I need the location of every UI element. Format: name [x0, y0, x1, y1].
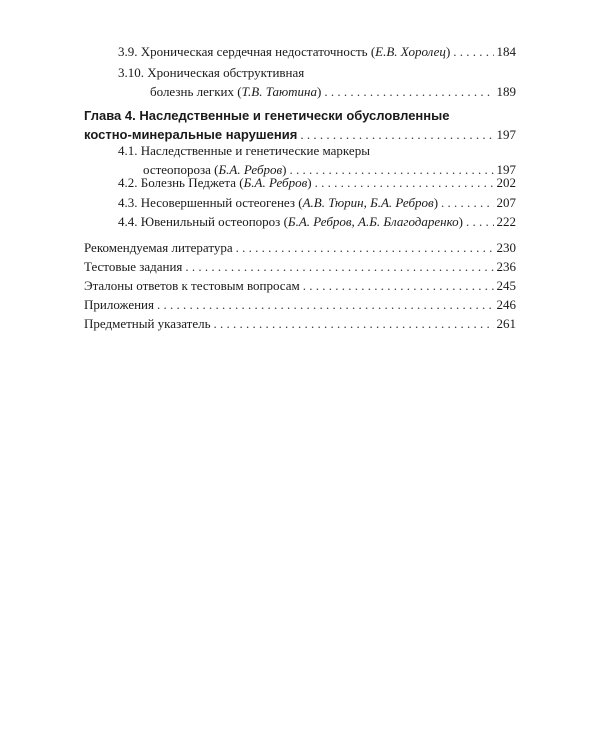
page-number: 207 [496, 195, 516, 210]
section-number: 4.2. [118, 175, 138, 190]
section-title-line1: Хроническая обструктивная [147, 65, 305, 80]
section-author: Е.В. Хоролец [375, 44, 446, 59]
page-number: 261 [496, 316, 516, 331]
chapter-title-line2: костно-минеральные нарушения [84, 127, 298, 142]
toc-entry-text-line2: болезнь легких (Т.В. Таютина) [150, 84, 322, 99]
page-number: 222 [496, 214, 516, 229]
toc-entry-4-1 [118, 142, 516, 178]
section-number: 4.3. [118, 195, 138, 210]
toc-entry-title: Эталоны ответов к тестовым вопросам [84, 278, 300, 293]
dot-leader [300, 126, 493, 143]
section-number: 4.4. [118, 214, 138, 229]
dot-leader [466, 213, 494, 230]
section-title: Болезнь Педжета [140, 175, 237, 190]
toc-entry-text: 4.4. Ювенильный остеопороз (Б.А. Ребров, А.Б. Благодаренко) [118, 214, 463, 229]
section-number: 4.1. [118, 143, 138, 158]
dot-leader [236, 239, 494, 256]
page-number: 245 [496, 278, 516, 293]
dot-leader [185, 258, 493, 275]
toc-entry-text: 4.2. Болезнь Педжета (Б.А. Ребров) [118, 175, 312, 190]
section-title-line2: остеопороза [143, 162, 211, 177]
toc-entry-4-4 [118, 213, 516, 230]
toc-entry-appendices [84, 296, 516, 313]
section-author: Б.А. Ребров [243, 175, 308, 190]
toc-chapter-4 [84, 107, 516, 143]
dot-leader [441, 194, 493, 211]
toc-entry-title: Предметный указатель [84, 316, 211, 331]
page-number: 189 [496, 84, 516, 99]
section-author: А.В. Тюрин, Б.А. Ребров [302, 195, 434, 210]
page-number: 197 [496, 127, 516, 142]
toc-entry-subject-index [84, 315, 516, 332]
page-number: 202 [496, 175, 516, 190]
section-title: Несовершенный остеогенез [140, 195, 295, 210]
toc-entry-text: 3.9. Хроническая сердечная недостаточность (Е.В. Хоролец) [118, 44, 451, 59]
toc-entry-title: Тестовые задания [84, 259, 183, 274]
section-author: Т.В. Таютина [241, 84, 317, 99]
toc-entry-text-line1 [118, 64, 516, 81]
page-number: 184 [496, 44, 516, 59]
section-title: Ювенильный остеопороз [140, 214, 281, 229]
section-title-line2: болезнь легких [150, 84, 234, 99]
dot-leader [214, 315, 494, 332]
section-number: 3.10. [118, 65, 144, 80]
section-title: Хроническая сердечная недостаточность [140, 44, 368, 59]
toc-entry-references [84, 239, 516, 256]
toc-entry-3-9 [118, 43, 516, 60]
toc-entry-3-10 [118, 64, 516, 100]
page-number: 197 [496, 162, 516, 177]
toc-entry-text: 4.3. Несовершенный остеогенез (А.В. Тюрин, Б.А. Ребров) [118, 195, 439, 210]
toc-entry-text-line1 [118, 142, 516, 159]
toc-entry-tests [84, 258, 516, 275]
toc-entry-4-2 [118, 174, 516, 191]
toc-entry-title: Рекомендуемая литература [84, 240, 233, 255]
section-number: 3.9. [118, 44, 138, 59]
dot-leader [303, 277, 494, 294]
chapter-title-line1: Глава 4. Наследственные и генетически обусловленные [84, 108, 450, 123]
section-author: Б.А. Ребров [218, 162, 283, 177]
dot-leader [157, 296, 494, 313]
toc-entry-answer-key [84, 277, 516, 294]
dot-leader [324, 83, 493, 100]
dot-leader [453, 43, 493, 60]
section-title-line1: Наследственные и генетические маркеры [140, 143, 370, 158]
toc-entry-text-line2: остеопороза (Б.А. Ребров) [143, 162, 287, 177]
toc-entry-4-3 [118, 194, 516, 211]
page-number: 236 [496, 259, 516, 274]
toc-entry-title: Приложения [84, 297, 154, 312]
dot-leader [315, 174, 494, 191]
page-number: 230 [496, 240, 516, 255]
page-number: 246 [496, 297, 516, 312]
section-author: Б.А. Ребров, А.Б. Благодаренко [287, 214, 459, 229]
